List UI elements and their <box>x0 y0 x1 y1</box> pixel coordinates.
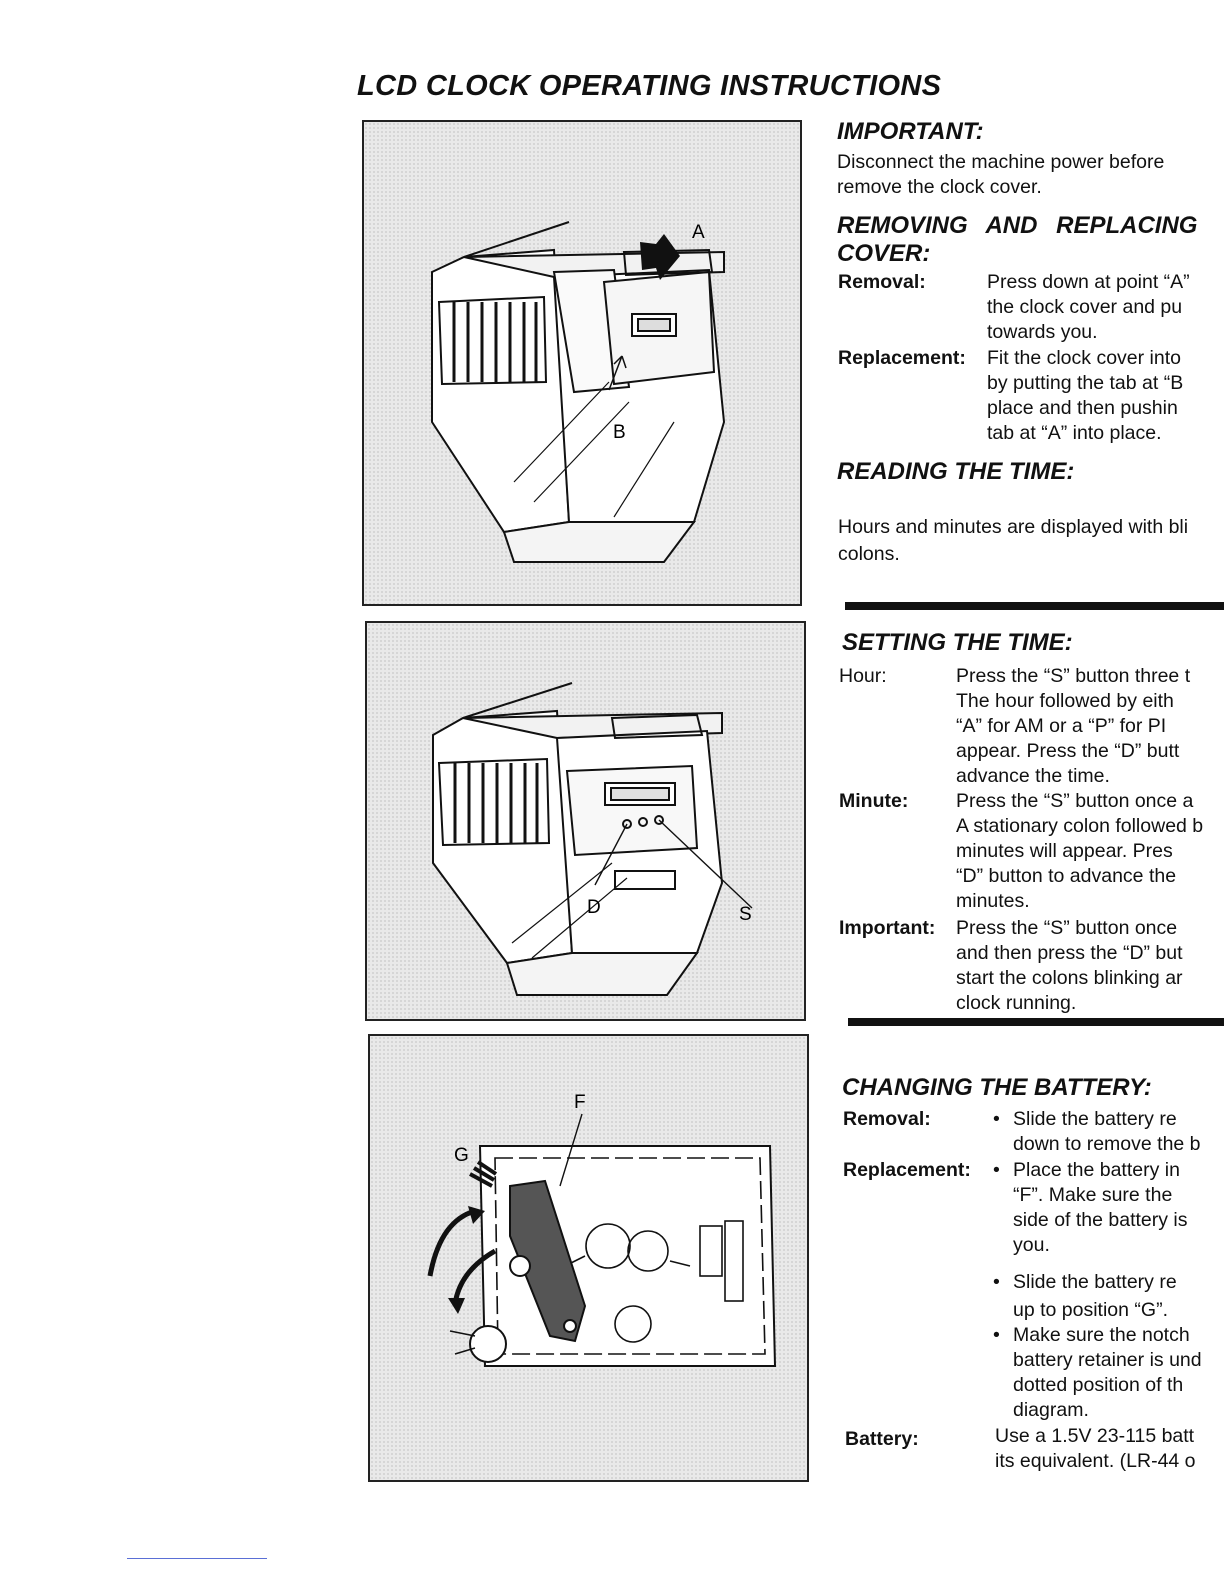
battery-removal-text <box>1013 1107 1201 1157</box>
section-divider <box>848 1018 1224 1026</box>
label-b: B <box>613 422 626 443</box>
cover-replacement-line: Fit the clock cover into <box>987 347 1181 369</box>
figure-clock-cover <box>362 120 802 606</box>
clock-buttons-illustration <box>367 623 804 1019</box>
setting-hour-label: Hour: <box>839 665 887 687</box>
important-text <box>837 150 1164 200</box>
label-g: G <box>454 1145 469 1166</box>
setting-heading: SETTING THE TIME: <box>842 629 1073 656</box>
footer-rule <box>127 1558 267 1559</box>
setting-hour-line: advance the time. <box>956 765 1110 787</box>
battery-notch-line: battery retainer is und <box>1013 1349 1202 1371</box>
battery-notch-line: diagram. <box>1013 1399 1089 1421</box>
label-f: F <box>574 1092 586 1113</box>
setting-hour-line: The hour followed by eith <box>956 690 1174 712</box>
cover-removal-line: towards you. <box>987 321 1098 343</box>
important-line: remove the clock cover. <box>837 176 1042 198</box>
battery-type-line: its equivalent. (LR-44 o <box>995 1450 1196 1472</box>
battery-replacement-line: • Place the battery in <box>1013 1158 1188 1183</box>
setting-important-line: start the colons blinking ar <box>956 967 1183 989</box>
battery-slide-text <box>1013 1268 1177 1324</box>
battery-notch-line: dotted position of th <box>1013 1374 1184 1396</box>
label-d: D <box>587 897 601 918</box>
cover-heading <box>837 212 1197 268</box>
setting-important-line: clock running. <box>956 992 1077 1014</box>
setting-hour-line: “A” for AM or a “P” for PI <box>956 715 1167 737</box>
cover-replacement-text <box>987 346 1183 446</box>
reading-text <box>838 514 1188 568</box>
label-s: S <box>739 904 752 925</box>
cover-removal-line: the clock cover and pu <box>987 296 1183 318</box>
battery-notch-text <box>1013 1323 1202 1423</box>
important-heading: IMPORTANT: <box>837 118 984 145</box>
setting-minute-label: Minute: <box>839 790 909 812</box>
page-title: LCD CLOCK OPERATING INSTRUCTIONS <box>357 70 942 102</box>
battery-removal-label: Removal: <box>843 1108 931 1130</box>
battery-type-text <box>995 1424 1196 1474</box>
setting-minute-line: minutes. <box>956 890 1030 912</box>
setting-hour-line: appear. Press the “D” butt <box>956 740 1180 762</box>
setting-minute-line: minutes will appear. Pres <box>956 840 1173 862</box>
setting-important-line: Press the “S” button once <box>956 917 1178 939</box>
reading-heading: READING THE TIME: <box>837 458 1075 485</box>
battery-replacement-line: side of the battery is <box>1013 1209 1188 1231</box>
battery-type-line: Use a 1.5V 23-115 batt <box>995 1425 1195 1447</box>
cover-replacement-line: tab at “A” into place. <box>987 422 1162 444</box>
battery-removal-line: • Slide the battery re <box>1013 1107 1201 1132</box>
section-divider <box>845 602 1224 610</box>
clock-cover-illustration <box>364 122 800 604</box>
cover-removal-text <box>987 270 1190 345</box>
setting-important-label: Important: <box>839 917 936 939</box>
battery-removal-line: down to remove the b <box>1013 1133 1201 1155</box>
label-a: A <box>692 222 705 243</box>
setting-important-line: and then press the “D” but <box>956 942 1183 964</box>
setting-minute-text <box>956 789 1203 914</box>
cover-heading-line: REMOVING AND REPLACING <box>837 212 1198 239</box>
battery-replacement-line: you. <box>1013 1234 1050 1256</box>
battery-type-label: Battery: <box>845 1428 919 1450</box>
reading-line: colons. <box>838 543 900 565</box>
setting-hour-line: Press the “S” button three t <box>956 665 1191 687</box>
cover-replacement-line: place and then pushin <box>987 397 1178 419</box>
battery-illustration <box>370 1036 807 1480</box>
setting-hour-text <box>956 664 1190 789</box>
battery-replacement-text <box>1013 1158 1188 1258</box>
cover-replacement-line: by putting the tab at “B <box>987 372 1184 394</box>
setting-minute-line: “D” button to advance the <box>956 865 1177 887</box>
figure-battery <box>368 1034 809 1482</box>
reading-line: Hours and minutes are displayed with bli <box>838 516 1189 538</box>
figure-clock-buttons <box>365 621 806 1021</box>
important-line: Disconnect the machine power before <box>837 151 1165 173</box>
battery-heading: CHANGING THE BATTERY: <box>842 1074 1152 1101</box>
battery-slide-line: • Slide the battery re <box>1013 1268 1177 1296</box>
battery-notch-line: • Make sure the notch <box>1013 1323 1202 1348</box>
cover-replacement-label: Replacement: <box>838 347 966 369</box>
cover-heading-line: COVER: <box>837 240 931 267</box>
battery-replacement-label: Replacement: <box>843 1159 971 1181</box>
cover-removal-line: Press down at point “A” <box>987 271 1190 293</box>
cover-removal-label: Removal: <box>838 271 926 293</box>
setting-important-text <box>956 916 1183 1016</box>
setting-minute-line: A stationary colon followed b <box>956 815 1204 837</box>
battery-slide-line: up to position “G”. <box>1013 1299 1168 1321</box>
battery-replacement-line: “F”. Make sure the <box>1013 1184 1173 1206</box>
setting-minute-line: Press the “S” button once a <box>956 790 1194 812</box>
